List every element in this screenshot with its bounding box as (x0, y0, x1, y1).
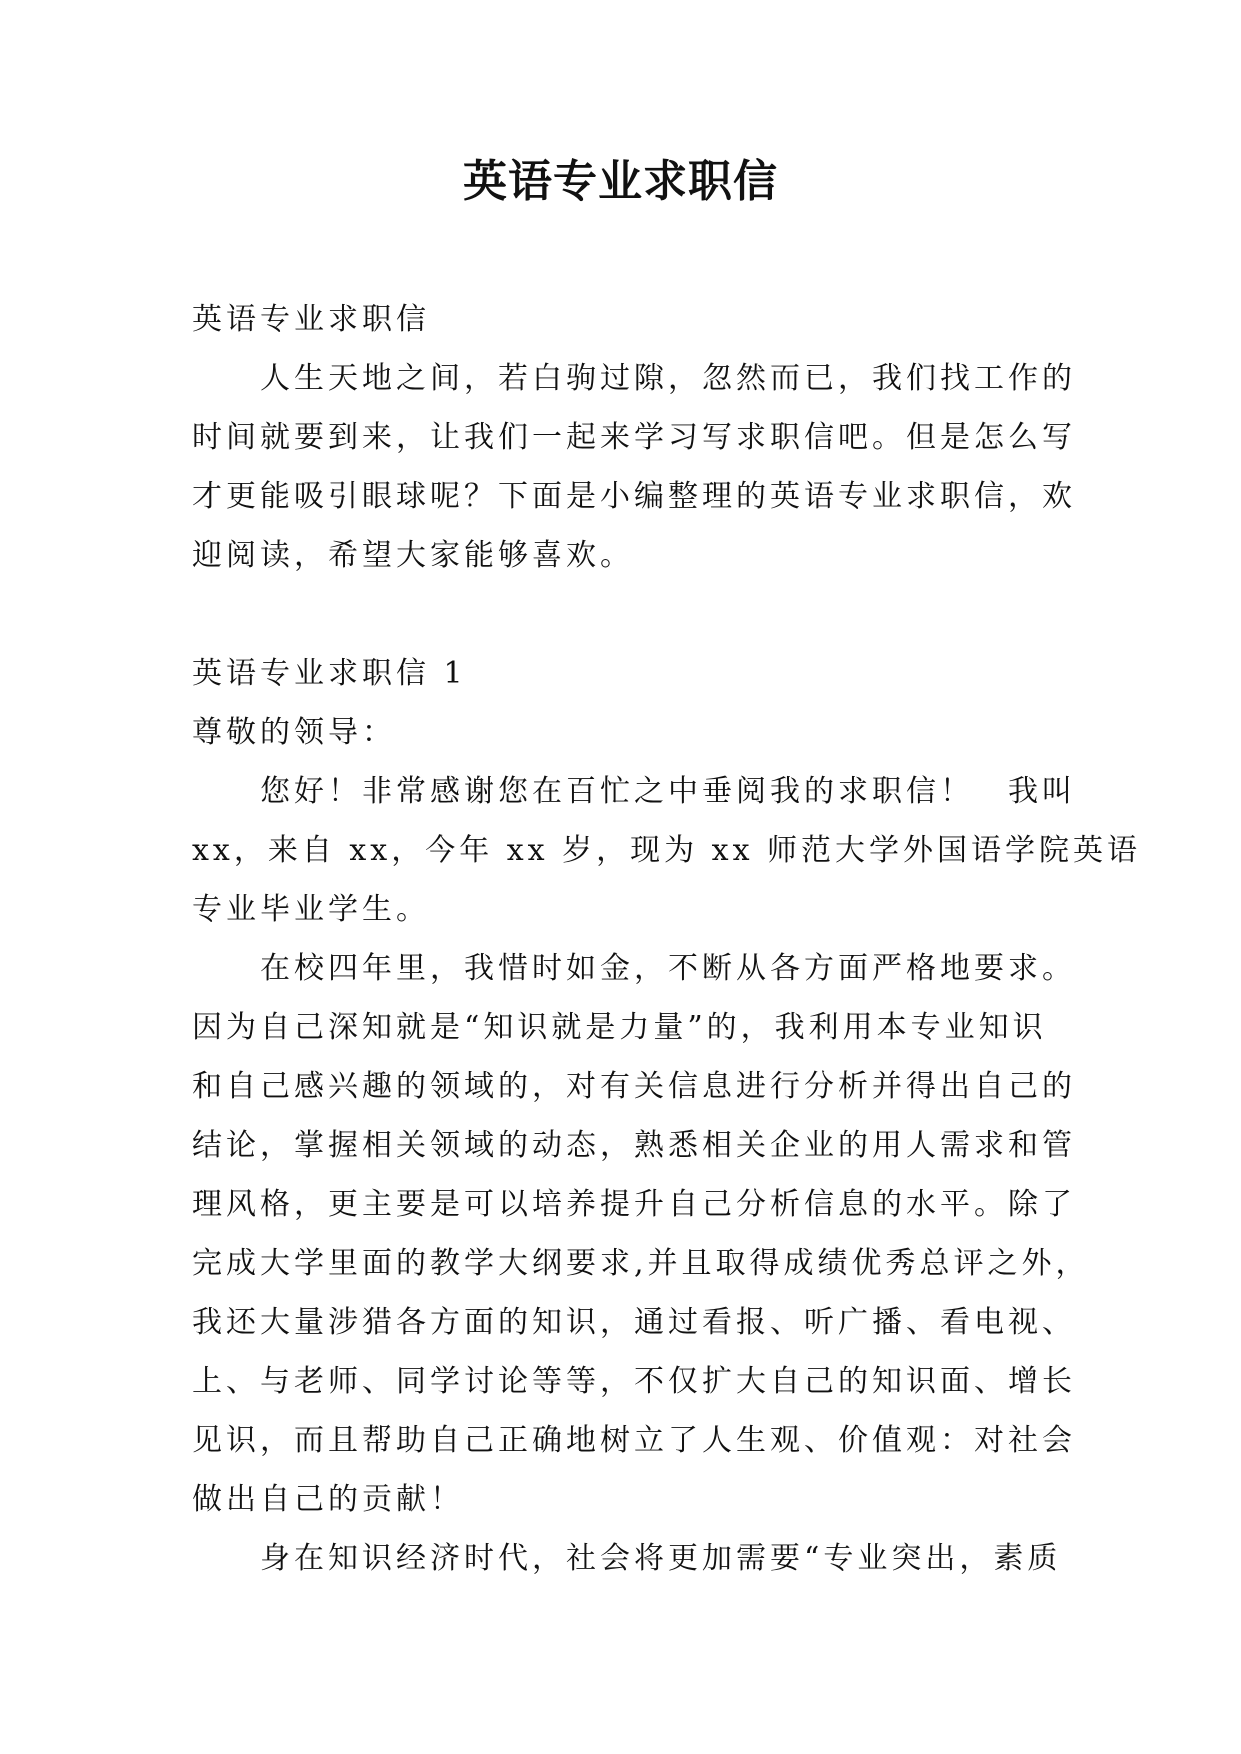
text-line: 我还大量涉猎各方面的知识，通过看报、听广播、看电视、 (192, 1305, 1076, 1340)
text-line: 和自己感兴趣的领域的，对有关信息进行分析并得出自己的 (192, 1069, 1076, 1104)
letter-heading: 英语专业求职信 1 (192, 656, 467, 691)
document-body (192, 290, 1142, 1588)
document-title: 英语专业求职信 (463, 156, 778, 207)
text-line: xx，来自 xx，今年 xx 岁，现为 xx 师范大学外国语学院英语 (192, 833, 1142, 868)
text-line: 上、与老师、同学讨论等等，不仅扩大自己的知识面、增长 (192, 1364, 1076, 1399)
text-line: 身在知识经济时代，社会将更加需要“专业突出，素质 (192, 1541, 1062, 1576)
text-line: 时间就要到来，让我们一起来学习写求职信吧。但是怎么写 (192, 420, 1076, 455)
text-line: 因为自己深知就是“知识就是力量”的，我利用本专业知识 (192, 1010, 1047, 1045)
salutation: 尊敬的领导： (192, 715, 396, 750)
text-line: 专业毕业学生。 (192, 892, 430, 927)
text-line: 才更能吸引眼球呢？下面是小编整理的英语专业求职信，欢 (192, 479, 1076, 514)
text-line: 做出自己的贡献！ (192, 1482, 464, 1517)
section-heading: 英语专业求职信 (192, 302, 430, 337)
text-line: 理风格，更主要是可以培养提升自己分析信息的水平。除了 (192, 1187, 1076, 1222)
text-line: 完成大学里面的教学大纲要求,并且取得成绩优秀总评之外， (192, 1246, 1090, 1281)
text-line: 见识，而且帮助自己正确地树立了人生观、价值观：对社会 (192, 1423, 1076, 1458)
text-line: 在校四年里，我惜时如金，不断从各方面严格地要求。 (192, 951, 1076, 986)
text-line: 人生天地之间，若白驹过隙，忽然而已，我们找工作的 (192, 361, 1076, 396)
paragraph-gap (192, 585, 1054, 644)
text-line: 您好！非常感谢您在百忙之中垂阅我的求职信！ 我叫 (192, 774, 1076, 809)
text-line: 结论，掌握相关领域的动态，熟悉相关企业的用人需求和管 (192, 1128, 1076, 1163)
text-line: 迎阅读，希望大家能够喜欢。 (192, 538, 634, 573)
